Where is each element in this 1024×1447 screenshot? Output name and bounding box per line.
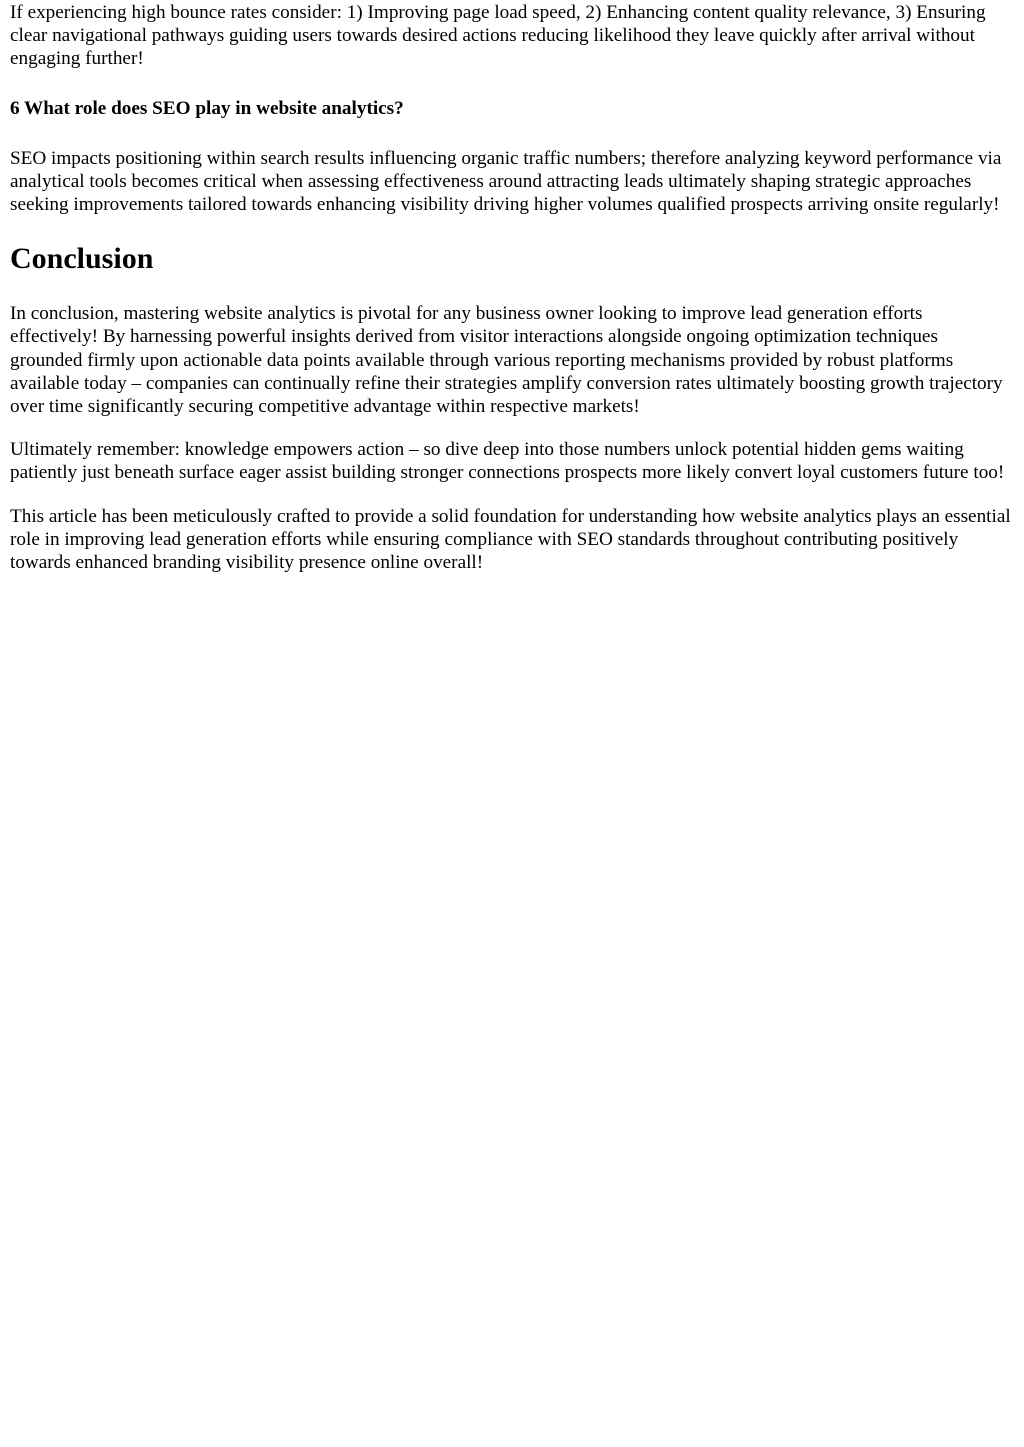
- conclusion-heading: Conclusion: [10, 242, 154, 276]
- faq-answer-6: SEO impacts positioning within search results influencing organic traffic numbers; therefore analyzing keyword performance via analytical tools becomes critical when assessing effectiveness around attracting leads ultimately shaping strategic approaches seeking improvements tailored towards enhancing visibility driving higher volumes qualified prospects arriving onsite regularly!: [10, 147, 1002, 216]
- faq-question-6: 6 What role does SEO play in website analytics?: [10, 97, 404, 119]
- article-body: [0, 1, 1024, 574]
- conclusion-paragraph-3: This article has been meticulously crafted to provide a solid foundation for understanding how website analytics plays an essential role in improving lead generation efforts while ensuring compliance with SEO standards throughout contributing positively towards enhanced branding visibility presence online overall!: [10, 505, 1011, 574]
- bounce-rate-tip-paragraph: If experiencing high bounce rates consider: 1) Improving page load speed, 2) Enhancing content quality relevance, 3) Ensuring clear navigational pathways guiding users towards desired actions reducing likelihood they leave quickly after arrival without engaging further!: [10, 2, 986, 70]
- conclusion-paragraph-2: Ultimately remember: knowledge empowers action – so dive deep into those numbers unlock potential hidden gems waiting patiently just beneath surface eager assist building stronger connections prospects more likely convert loyal customers future too!: [10, 439, 1005, 484]
- conclusion-paragraph-1: In conclusion, mastering website analytics is pivotal for any business owner looking to improve lead generation efforts effectively! By harnessing powerful insights derived from visitor interactions alongside ongoing optimization techniques grounded firmly upon actionable data points available through various reporting mechanisms provided by robust platforms available today – companies can continually refine their strategies amplify conversion rates ultimately boosting growth trajectory over time significantly securing competitive advantage within respective markets!: [10, 303, 1003, 418]
